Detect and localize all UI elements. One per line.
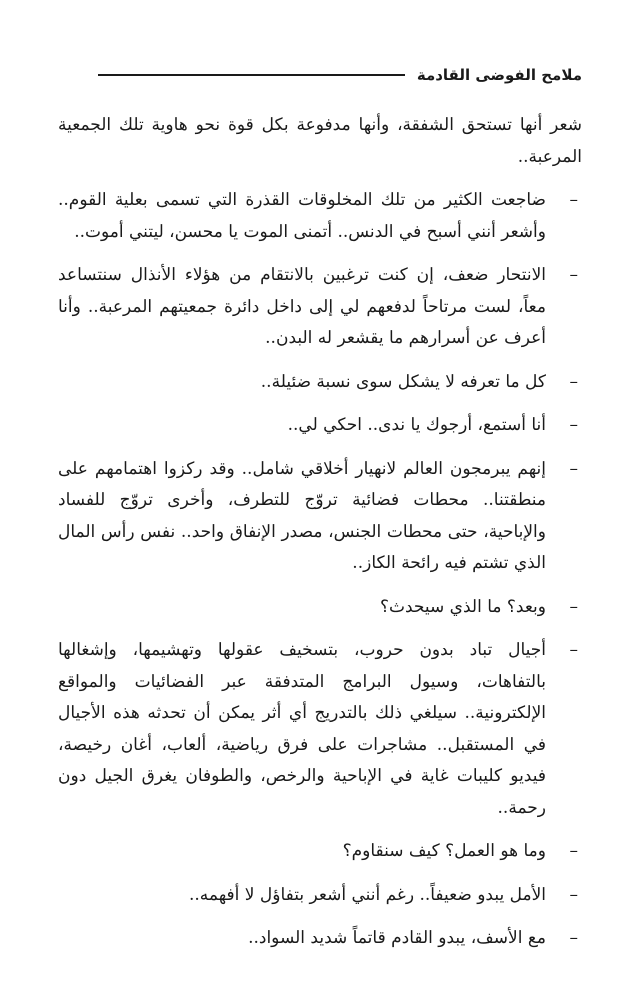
dialogue-line [58,880,582,912]
dialogue-text: مع الأسف، يبدو القادم قاتماً شديد السواد.. [248,928,546,948]
dialogue-dash: – [569,596,578,617]
dialogue-dash: – [569,928,578,948]
dialogue-dash: – [569,640,578,660]
dialogue-line [58,836,582,868]
opening-paragraph: شعر أنها تستحق الشفقة، وأنها مدفوعة بكل قوة نحو هاوية تلك الجمعية المرعبة.. [58,115,582,167]
running-header [98,64,582,86]
dialogue-dash: – [569,841,578,861]
dialogue-text: أجيال تباد بدون حروب، بتسخيف عقولها وتهشيمها، وإشغالها بالتفاهات، وسيول البرامج المتدفقة عبر الفضائيات والمواقع الإلكترونية.. سيلغي ذلك بالتدريج أي أثر يمكن أن تحدثه هذه الأجيال في المستقبل.. مشاجرات على فرق رياضية، ألعاب، أغان رخيصة، فيديو كليبات غاية في الإباحية والرخص، والطوفان يغرق الجيل دون رحمة.. [58,640,546,818]
running-title: ملامح الفوضى القادمة [416,66,582,84]
dialogue-dash: – [569,190,578,210]
dialogue-line [58,367,582,399]
dialogue-text: ضاجعت الكثير من تلك المخلوقات القذرة التي تسمى بعلية القوم.. وأشعر أنني أسبح في الدنس.. أتمنى الموت يا محسن، ليتني أموت.. [58,190,546,242]
body-text [58,110,582,967]
dialogue-dash: – [569,265,578,285]
dialogue-line [58,260,582,355]
dialogue-dash: – [569,371,578,392]
dialogue-line [58,923,582,955]
dialogue-text: إنهم يبرمجون العالم لانهيار أخلاقي شامل.. وقد ركزوا اهتمامهم على منطقتنا.. محطات فضائية تروّج للتطرف، وأخرى تروّج للفساد والإباحية، حتى محطات الجنس، مصدر الإنفاق واحد.. نفس رأس المال الذي تشتم فيه رائحة الكاز.. [58,458,546,573]
dialogue-text: الانتحار ضعف، إن كنت ترغبين بالانتقام من هؤلاء الأنذال سنتساعد معاً، لست مرتاحاً لدفعهم لي إلى داخل دائرة جمعيتهم المرعبة.. وأنا أعرف عن أسرارهم ما يقشعر له البدن.. [58,265,546,348]
dialogue-dash: – [569,458,578,479]
dialogue-line [58,592,582,624]
dialogue-text: أنا أستمع، أرجوك يا ندى.. احكي لي.. [287,415,546,435]
dialogue-line [58,454,582,580]
dialogue-text: وما هو العمل؟ كيف سنقاوم؟ [342,841,546,861]
dialogue-line [58,185,582,248]
header-rule [98,74,405,76]
dialogue-dash: – [569,415,578,435]
dialogue-dash: – [569,884,578,905]
dialogue-text: وبعد؟ ما الذي سيحدث؟ [379,596,546,617]
dialogue-text: الأمل يبدو ضعيفاً.. رغم أنني أشعر بتفاؤل لا أفهمه.. [188,884,546,905]
dialogue-text: كل ما تعرفه لا يشكل سوى نسبة ضئيلة.. [260,371,546,392]
dialogue-line [58,410,582,442]
dialogue-line [58,635,582,824]
